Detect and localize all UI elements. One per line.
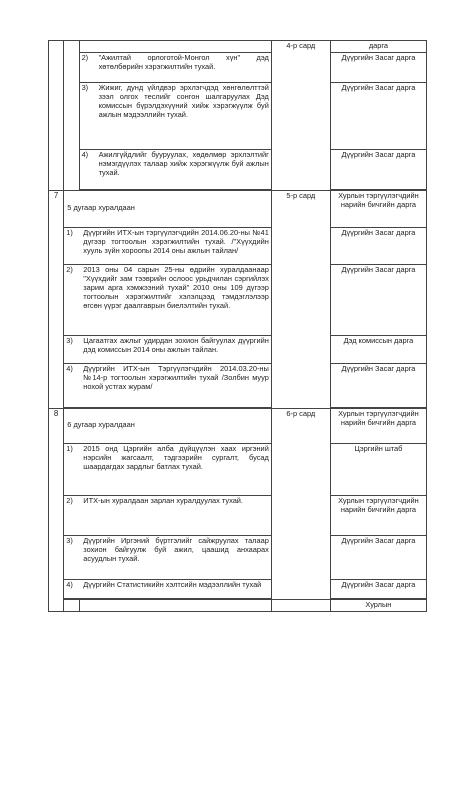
section-heading: 5 дугаар хуралдаан — [64, 190, 272, 227]
task-item: 1) Дүүргийн ИТХ-ын тэргүүлэгчдийн 2014.06.20-ны №41 дүгээр тогтоолын хэрэгжилтийн тухай. /"Хүүхдийн хууль зүйн хороопы 2014 оны ажлын тайлан/ — [64, 227, 272, 264]
task-item: 2) ИТХ-ын хуралдаан зарлан хуралдуулах тухай. — [64, 495, 272, 535]
task-item: 3) Жижиг, дунд үйлдвэр эрхлэгчдэд хөнгөлөлттэй зээл олгох теслийг сонгон шалгаруулах Дэд комиссын бүрэлдэхүүний хийж хэрэгжүүлж буй ажлын мэдээллийн тухай. — [79, 82, 271, 149]
row-number: 7 — [49, 190, 64, 408]
task-item: 4) Дүүргийн ИТХ-ын Тэргүүлэгчдийн 2014.03.20-ны №14-р тогтоолын хэрэгжилтийн тухай /Золбин муур нохой устгах журам/ — [64, 363, 272, 407]
empty-cell — [64, 599, 79, 611]
task-item: 4) Дүүргийн Статистикийн хэлтсийн мэдээллийн тухай — [64, 579, 272, 598]
responsible-cell: Дүүргийн Засаг дарга — [330, 227, 426, 264]
responsible-cell: Дүүргийн Засаг дарга — [330, 82, 426, 149]
responsible-cell: Дүүргийн Засаг дарга — [330, 264, 426, 335]
section-heading: 6 дугаар хуралдаан — [64, 408, 272, 443]
task-item: 3) Дүүргийн Иргэний бүртгэлийг сайжруулах талаар зохион байгуулж буй ажил, цаашид анхаарах асуудлын тухай. — [64, 535, 272, 579]
responsible-cell: дарга — [330, 41, 426, 53]
task-item: 3) Цагаатгах ажлыг удирдан зохион байгуулах дүүргийн дэд комиссын 2014 оны ажлын тайлан. — [64, 335, 272, 363]
responsible-cell: Хурлын — [330, 599, 426, 611]
task-item: 1) 2015 онд Цэргийн алба дүйцүүлэн хаах иргэний нэрсийн жагсаалт, тэдгээрийн сургалт, бусад шаардагдах зардлыг батлах тухай. — [64, 443, 272, 495]
plan-table — [48, 40, 427, 612]
empty-cell — [64, 41, 79, 191]
responsible-cell: Дэд комиссын дарга — [330, 335, 426, 363]
empty-cell — [271, 599, 330, 611]
empty-cell — [79, 599, 271, 611]
responsible-cell: Хурлын тэргүүлэгчдийн нарийн бичгийн дарга — [330, 190, 426, 227]
task-item: 4) Ажилгүйдлийг бууруулах, хөдөлмөр эрхлэлтийг нэмэгдүүлэх талаар хийж хэрэгжүүлж буй ажлын тухай. — [79, 149, 271, 189]
responsible-cell: Цэргийн штаб — [330, 443, 426, 495]
responsible-cell: Дүүргийн Засаг дарга — [330, 52, 426, 82]
responsible-cell: Дүүргийн Засаг дарга — [330, 579, 426, 598]
task-item: 2) "Ажилтай орлоготой-Монгол хүн" дэд хөтөлбөрийн хэрэгжилтийн тухай. — [79, 52, 271, 82]
deadline-cell: 6-р сард — [271, 408, 330, 599]
task-item: 2) 2013 оны 04 сарын 25-ны өдрийн хуралдаанаар "Хүүхдийг зам тээврийн ослоос урьдчилан сэргийлэх зарим арга хэмжээний тухай" 2010 оны 109 дүгээр тогтоолын хэрэгжилтийг хэлэлцээд тэмдэглэлээр өгсөн үүрэг даалгаврын биелэлтийн тухай. — [64, 264, 272, 335]
row-number-blank — [49, 41, 64, 191]
responsible-cell: Дүүргийн Засаг дарга — [330, 535, 426, 579]
empty-cell — [79, 41, 271, 53]
responsible-cell: Дүүргийн Засаг дарга — [330, 363, 426, 407]
responsible-cell: Хурлын тэргүүлэгчдийн нарийн бичгийн дарга — [330, 495, 426, 535]
deadline-cell: 4-р сард — [271, 41, 330, 191]
responsible-cell: Дүүргийн Засаг дарга — [330, 149, 426, 189]
responsible-cell: Хурлын тэргүүлэгчдийн нарийн бичгийн дарга — [330, 408, 426, 443]
row-number: 8 — [49, 408, 64, 611]
deadline-cell: 5-р сард — [271, 190, 330, 408]
